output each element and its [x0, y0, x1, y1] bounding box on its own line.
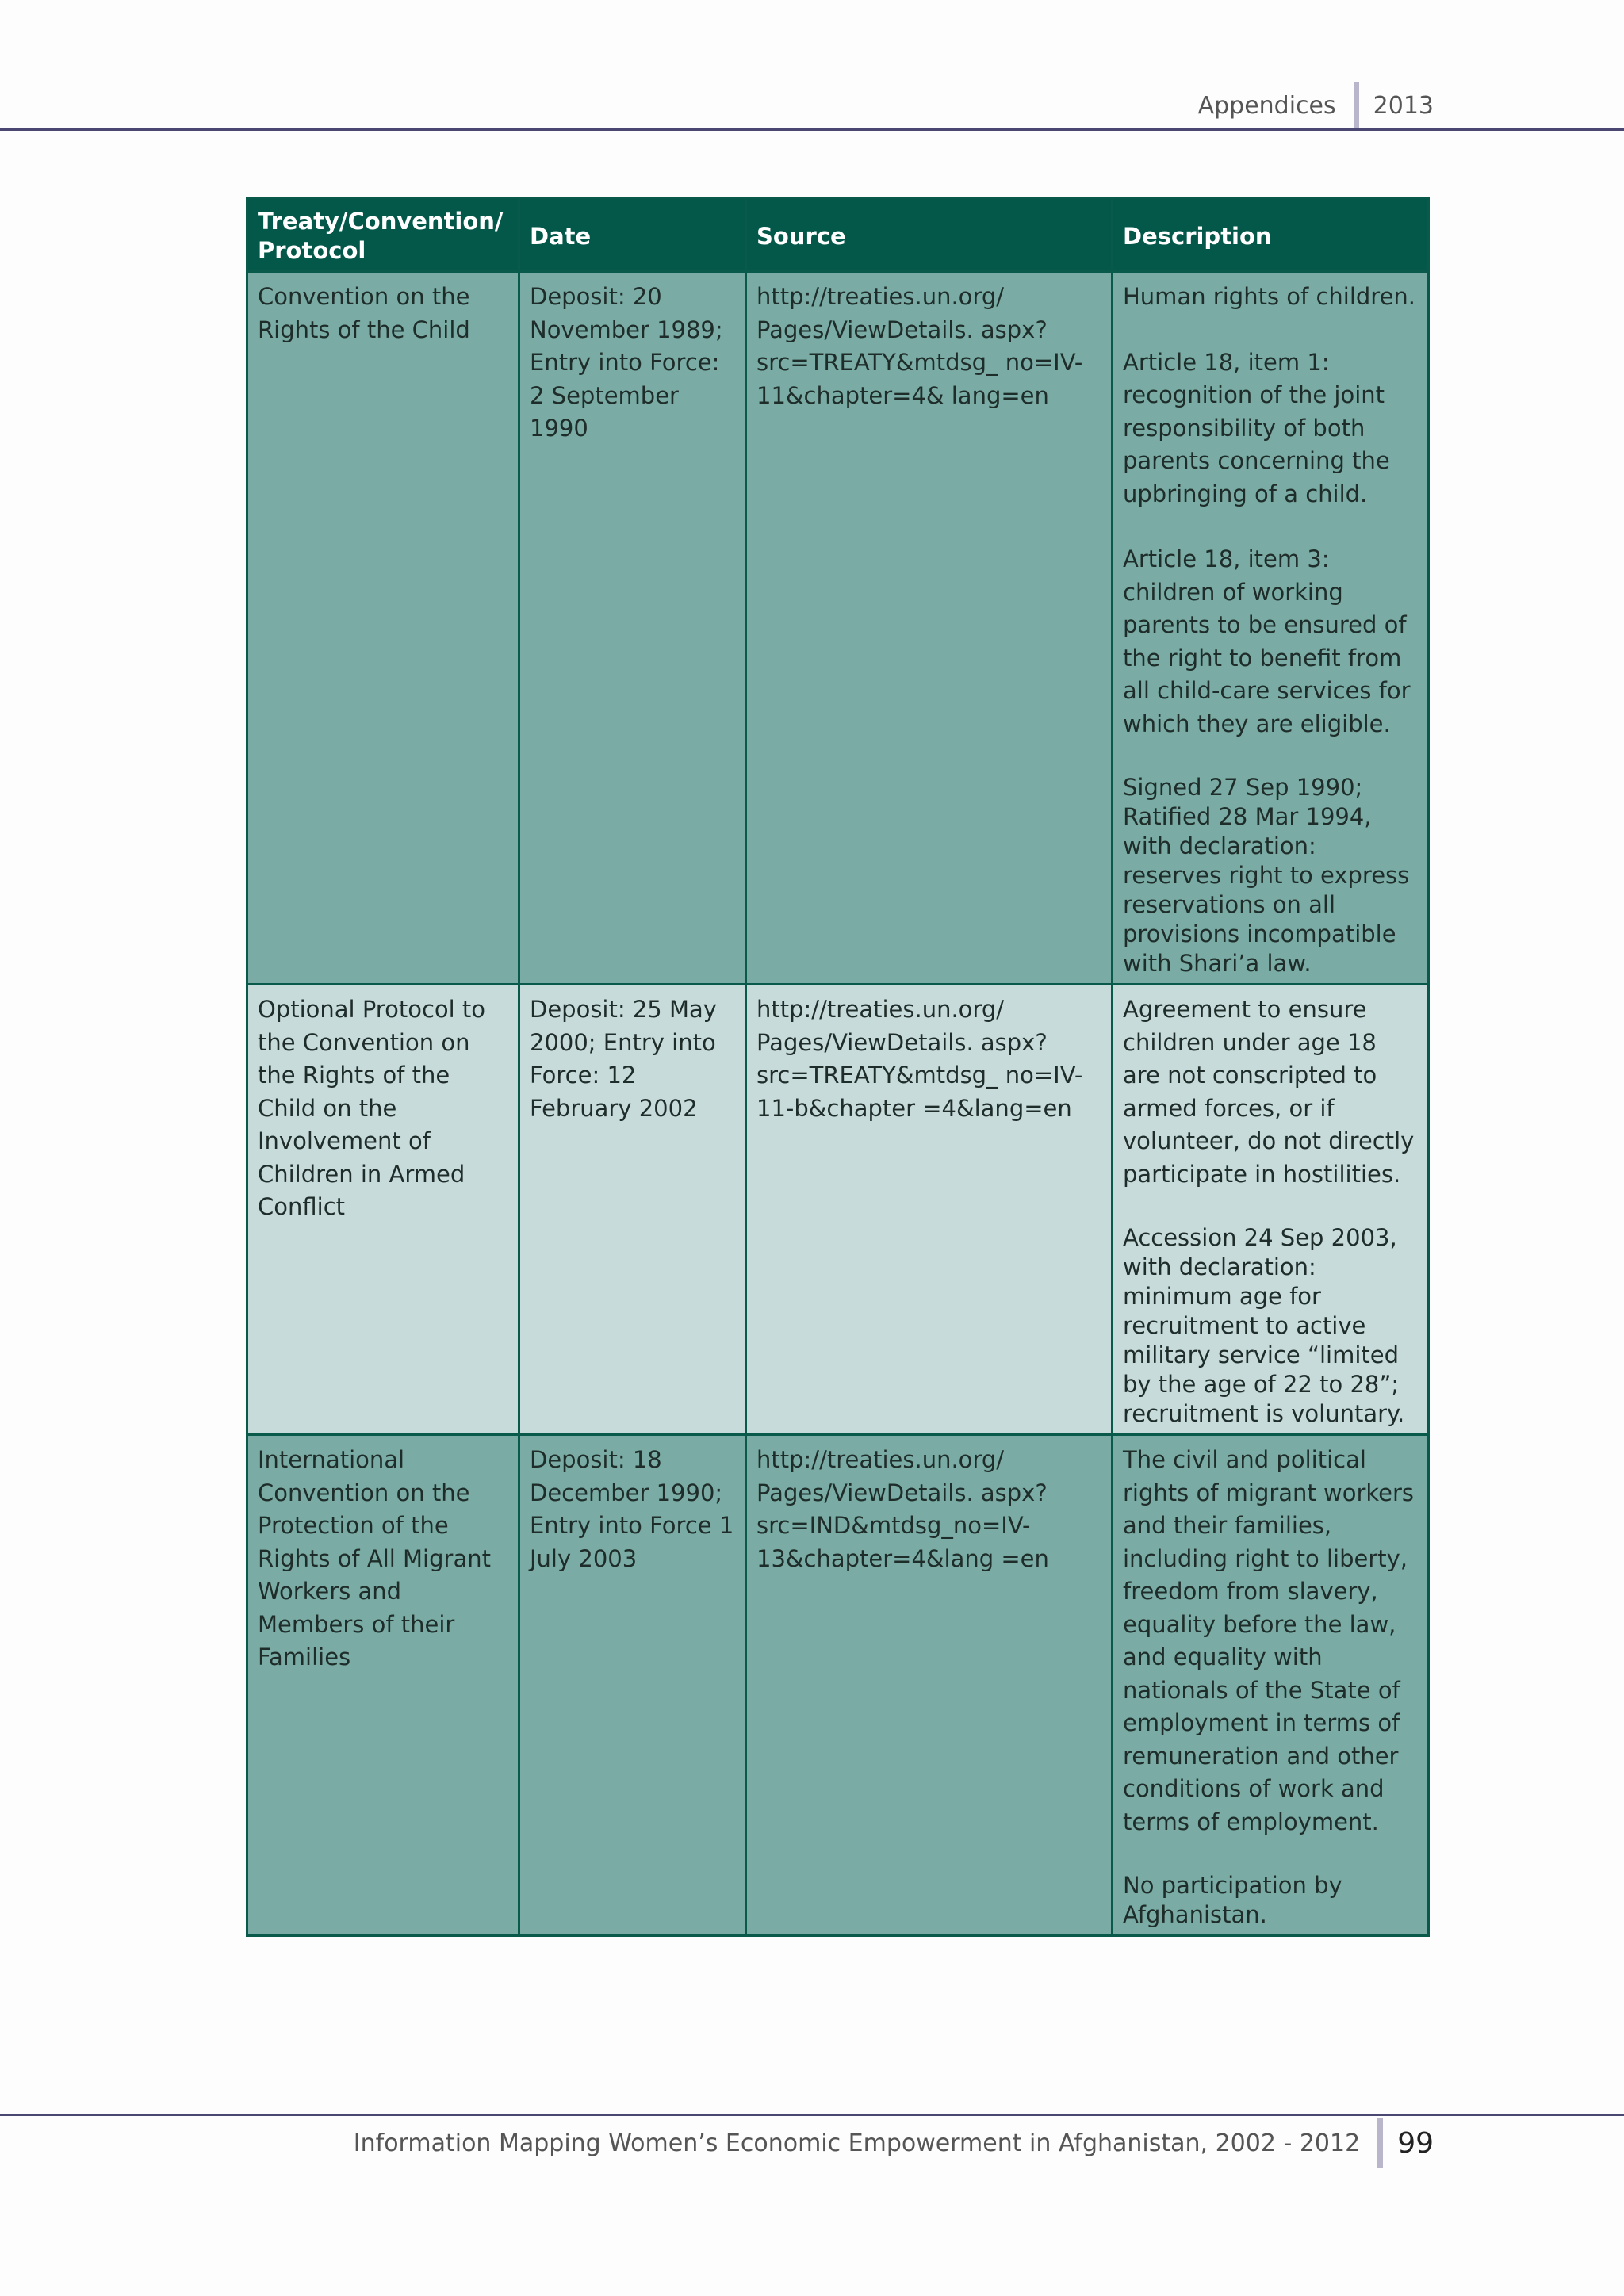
description-paragraph: Article 18, item 3: children of working parents to be ensured of the right to benefit from all child-care services for which they are eligible.	[1123, 545, 1411, 737]
treaty-cell: International Convention on the Protection of the Rights of All Migrant Workers and Members of their Families	[247, 1435, 519, 1936]
treaties-table	[246, 197, 1430, 1937]
treaty-cell: Convention on the Rights of the Child	[247, 272, 519, 985]
date-cell: Deposit: 18 December 1990; Entry into Force 1 July 2003	[519, 1435, 746, 1936]
column-header-treaty: Treaty/Convention/ Protocol	[247, 198, 519, 272]
table-row	[247, 272, 1429, 985]
treaty-cell: Optional Protocol to the Convention on the Rights of the Child on the Involvement of Children in Armed Conflict	[247, 985, 519, 1435]
header-separator	[1354, 82, 1359, 129]
description-paragraph: Accession 24 Sep 2003, with declaration: minimum age for recruitment to active military service “limited by the age of 22 to 28”; recruitment is voluntary.	[1123, 1224, 1405, 1427]
source-cell: http://treaties.un.org/ Pages/ViewDetails. aspx?src=IND&mtdsg_no=IV-13&chapter=4&lang =en	[746, 1435, 1113, 1936]
description-paragraph: Human rights of children.	[1123, 283, 1416, 310]
footer-title: Information Mapping Women’s Economic Empowerment in Afghanistan, 2002 - 2012	[353, 2129, 1361, 2157]
description-paragraph: Agreement to ensure children under age 18 are not conscripted to armed forces, or if volunteer, do not directly participate in hostilities.	[1123, 996, 1415, 1188]
description-paragraph: Article 18, item 1: recognition of the joint responsibility of both parents concerning the upbringing of a child.	[1123, 348, 1390, 507]
header-section-title: Appendices	[1197, 91, 1336, 120]
table-row	[247, 985, 1429, 1435]
description-cell	[1113, 985, 1429, 1435]
footer-rule	[0, 2114, 1624, 2116]
description-cell	[1113, 272, 1429, 985]
date-cell: Deposit: 20 November 1989; Entry into Force: 2 September 1990	[519, 272, 746, 985]
table-row	[247, 1435, 1429, 1936]
source-cell: http://treaties.un.org/ Pages/ViewDetails. aspx?src=TREATY&mtdsg_ no=IV-11-b&chapter =4&lang=en	[746, 985, 1113, 1435]
description-paragraph: The civil and political rights of migrant workers and their families, including right to liberty, freedom from slavery, equality before the law, and equality with nationals of the State of employment in terms of remuneration and other conditions of work and terms of employment.	[1123, 1446, 1415, 1835]
page-footer	[317, 2118, 1434, 2168]
column-header-date: Date	[519, 198, 746, 272]
column-header-description: Description	[1113, 198, 1429, 272]
description-cell	[1113, 1435, 1429, 1936]
header-year: 2013	[1373, 91, 1434, 120]
column-header-source: Source	[746, 198, 1113, 272]
page-number: 99	[1397, 2126, 1434, 2160]
page-header	[1031, 82, 1434, 128]
description-paragraph: No participation by Afghanistan.	[1123, 1872, 1342, 1928]
footer-separator	[1377, 2118, 1383, 2168]
table-header-row	[247, 198, 1429, 272]
source-cell: http://treaties.un.org/ Pages/ViewDetails. aspx?src=TREATY&mtdsg_ no=IV-11&chapter=4& lang=en	[746, 272, 1113, 985]
description-paragraph: Signed 27 Sep 1990; Ratified 28 Mar 1994, with declaration: reserves right to express reservations on all provisions incompatible with Shari’a law.	[1123, 774, 1410, 977]
date-cell: Deposit: 25 May 2000; Entry into Force: 12 February 2002	[519, 985, 746, 1435]
header-rule	[0, 128, 1624, 131]
